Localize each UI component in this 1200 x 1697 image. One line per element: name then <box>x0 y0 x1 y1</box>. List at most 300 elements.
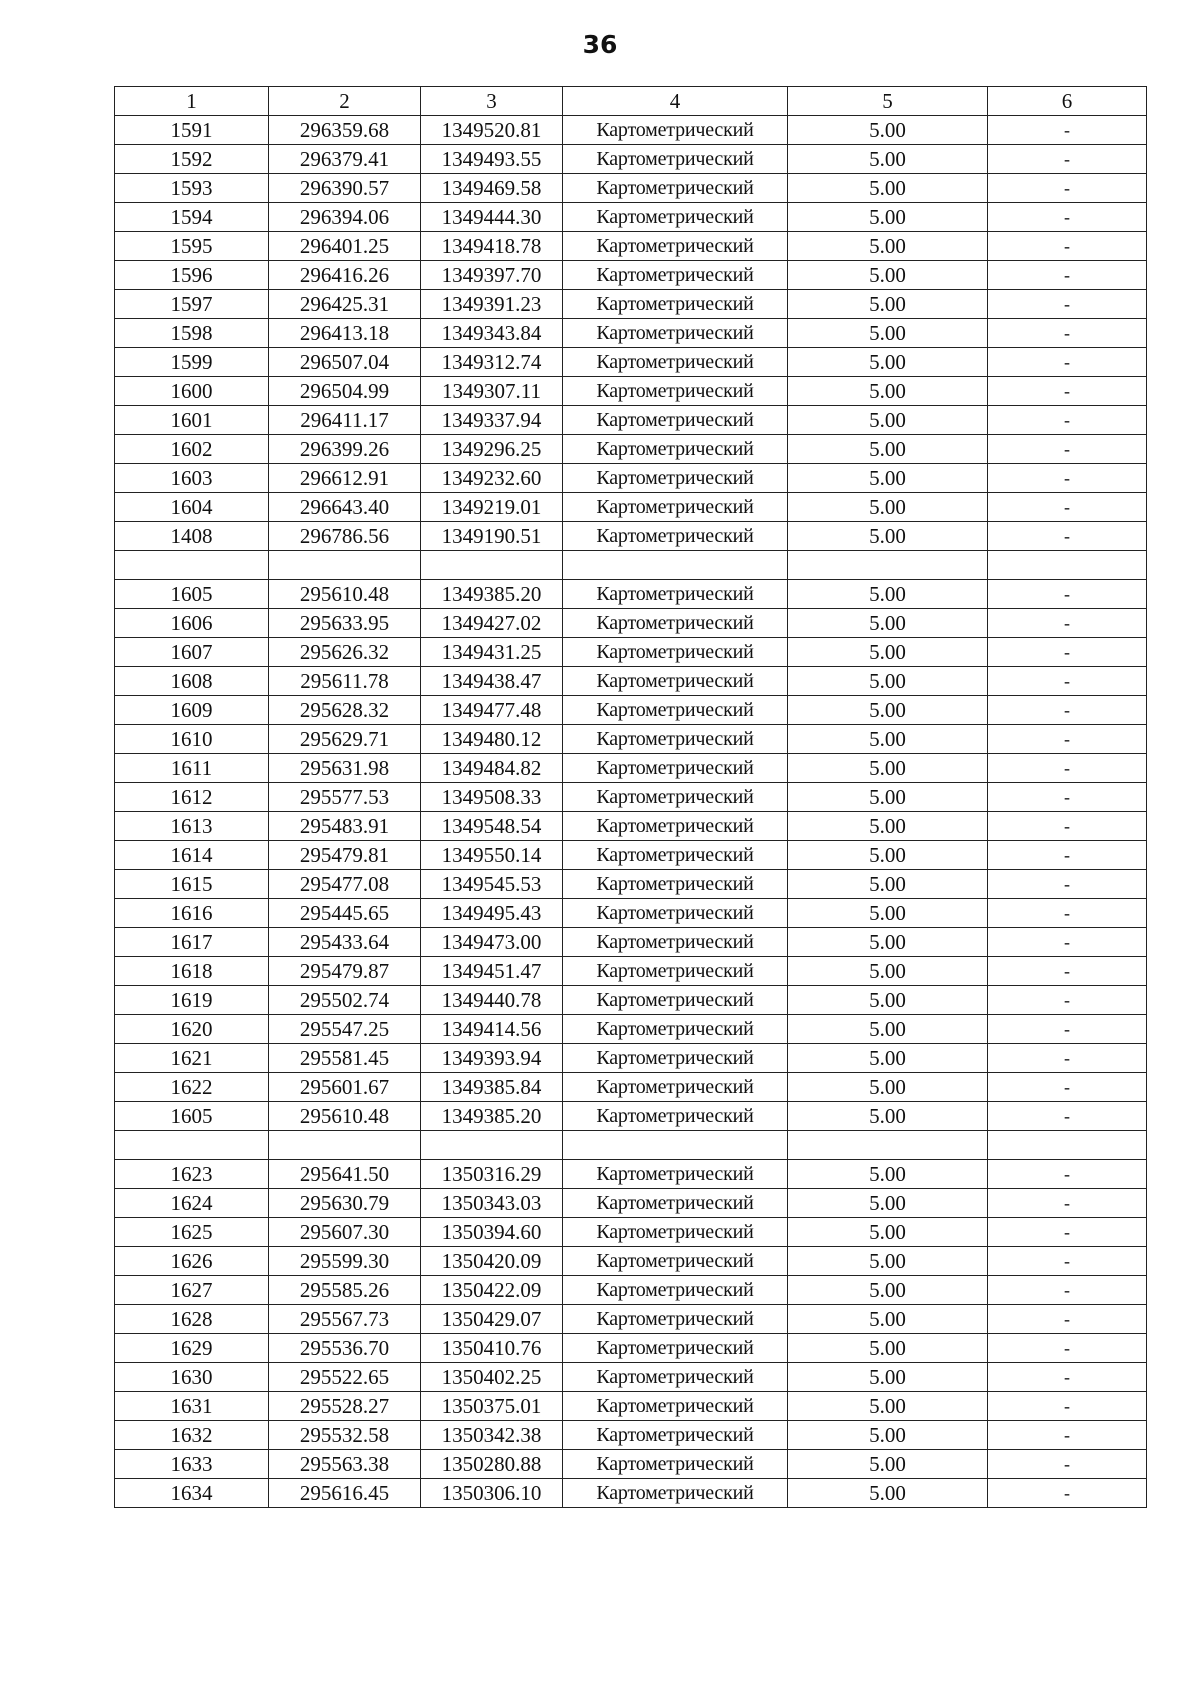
point-number-cell: 1591 <box>115 116 269 145</box>
note-cell: - <box>988 725 1147 754</box>
point-number-cell: 1408 <box>115 522 269 551</box>
accuracy-cell: 5.00 <box>788 1334 988 1363</box>
method-cell: Картометрический <box>563 1160 788 1189</box>
method-cell: Картометрический <box>563 725 788 754</box>
accuracy-cell: 5.00 <box>788 493 988 522</box>
table-row <box>115 1102 1147 1131</box>
method-cell: Картометрический <box>563 232 788 261</box>
accuracy-cell: 5.00 <box>788 783 988 812</box>
method-cell: Картометрический <box>563 348 788 377</box>
x-coordinate-cell: 295522.65 <box>269 1363 421 1392</box>
x-coordinate-cell: 296411.17 <box>269 406 421 435</box>
note-cell: - <box>988 522 1147 551</box>
table-row <box>115 493 1147 522</box>
y-coordinate-cell: 1349431.25 <box>421 638 563 667</box>
accuracy-cell: 5.00 <box>788 377 988 406</box>
table-row <box>115 1363 1147 1392</box>
x-coordinate-cell: 296379.41 <box>269 145 421 174</box>
table-row <box>115 667 1147 696</box>
point-number-cell: 1615 <box>115 870 269 899</box>
x-coordinate-cell: 295547.25 <box>269 1015 421 1044</box>
note-cell: - <box>988 1450 1147 1479</box>
note-cell: - <box>988 406 1147 435</box>
accuracy-cell: 5.00 <box>788 841 988 870</box>
y-coordinate-cell: 1349385.84 <box>421 1073 563 1102</box>
method-cell: Картометрический <box>563 870 788 899</box>
method-cell: Картометрический <box>563 1363 788 1392</box>
note-cell: - <box>988 1073 1147 1102</box>
note-cell: - <box>988 696 1147 725</box>
note-cell: - <box>988 1015 1147 1044</box>
accuracy-cell: 5.00 <box>788 348 988 377</box>
y-coordinate-cell: 1349438.47 <box>421 667 563 696</box>
table-row <box>115 1479 1147 1508</box>
method-cell: Картометрический <box>563 174 788 203</box>
method-cell: Картометрический <box>563 261 788 290</box>
table-row <box>115 928 1147 957</box>
table-row <box>115 551 1147 580</box>
point-number-cell: 1613 <box>115 812 269 841</box>
column-header-1: 1 <box>115 87 269 116</box>
method-cell: Картометрический <box>563 841 788 870</box>
y-coordinate-cell: 1349397.70 <box>421 261 563 290</box>
point-number-cell: 1621 <box>115 1044 269 1073</box>
note-cell: - <box>988 841 1147 870</box>
accuracy-cell: 5.00 <box>788 754 988 783</box>
note-cell: - <box>988 870 1147 899</box>
method-cell: Картометрический <box>563 957 788 986</box>
x-coordinate-cell: 295479.87 <box>269 957 421 986</box>
note-cell: - <box>988 464 1147 493</box>
point-number-cell: 1606 <box>115 609 269 638</box>
table-row <box>115 435 1147 464</box>
method-cell: Картометрический <box>563 1015 788 1044</box>
column-header-6: 6 <box>988 87 1147 116</box>
point-number-cell: 1593 <box>115 174 269 203</box>
table-row <box>115 1276 1147 1305</box>
accuracy-cell: 5.00 <box>788 1102 988 1131</box>
table-row <box>115 609 1147 638</box>
accuracy-cell: 5.00 <box>788 580 988 609</box>
table-row <box>115 1160 1147 1189</box>
method-cell: Картометрический <box>563 464 788 493</box>
page-number: 36 <box>582 30 618 59</box>
table-row <box>115 1131 1147 1160</box>
y-coordinate-cell: 1350306.10 <box>421 1479 563 1508</box>
method-cell: Картометрический <box>563 928 788 957</box>
accuracy-cell: 5.00 <box>788 145 988 174</box>
x-coordinate-cell: 295628.32 <box>269 696 421 725</box>
x-coordinate-cell: 295633.95 <box>269 609 421 638</box>
y-coordinate-cell: 1349307.11 <box>421 377 563 406</box>
y-coordinate-cell: 1349545.53 <box>421 870 563 899</box>
method-cell: Картометрический <box>563 203 788 232</box>
method-cell: Картометрический <box>563 522 788 551</box>
y-coordinate-cell: 1349508.33 <box>421 783 563 812</box>
method-cell: Картометрический <box>563 783 788 812</box>
y-coordinate-cell: 1349480.12 <box>421 725 563 754</box>
y-coordinate-cell: 1350375.01 <box>421 1392 563 1421</box>
method-cell: Картометрический <box>563 406 788 435</box>
point-number-cell: 1631 <box>115 1392 269 1421</box>
method-cell: Картометрический <box>563 1102 788 1131</box>
method-cell: Картометрический <box>563 1479 788 1508</box>
method-cell: Картометрический <box>563 667 788 696</box>
method-cell <box>563 1131 788 1160</box>
note-cell <box>988 1131 1147 1160</box>
accuracy-cell: 5.00 <box>788 696 988 725</box>
note-cell: - <box>988 145 1147 174</box>
y-coordinate-cell: 1349493.55 <box>421 145 563 174</box>
point-number-cell: 1607 <box>115 638 269 667</box>
point-number-cell: 1624 <box>115 1189 269 1218</box>
y-coordinate-cell: 1349477.48 <box>421 696 563 725</box>
accuracy-cell: 5.00 <box>788 290 988 319</box>
y-coordinate-cell: 1349548.54 <box>421 812 563 841</box>
accuracy-cell: 5.00 <box>788 116 988 145</box>
x-coordinate-cell: 295599.30 <box>269 1247 421 1276</box>
note-cell: - <box>988 174 1147 203</box>
note-cell: - <box>988 638 1147 667</box>
note-cell: - <box>988 928 1147 957</box>
table-row <box>115 145 1147 174</box>
note-cell: - <box>988 1363 1147 1392</box>
y-coordinate-cell: 1349219.01 <box>421 493 563 522</box>
table-row <box>115 957 1147 986</box>
note-cell: - <box>988 667 1147 696</box>
column-header-2: 2 <box>269 87 421 116</box>
accuracy-cell: 5.00 <box>788 1189 988 1218</box>
accuracy-cell: 5.00 <box>788 464 988 493</box>
x-coordinate-cell: 296401.25 <box>269 232 421 261</box>
point-number-cell: 1592 <box>115 145 269 174</box>
x-coordinate-cell: 296786.56 <box>269 522 421 551</box>
x-coordinate-cell: 296399.26 <box>269 435 421 464</box>
x-coordinate-cell: 295610.48 <box>269 580 421 609</box>
note-cell: - <box>988 203 1147 232</box>
accuracy-cell: 5.00 <box>788 609 988 638</box>
accuracy-cell: 5.00 <box>788 1450 988 1479</box>
point-number-cell: 1632 <box>115 1421 269 1450</box>
point-number-cell: 1605 <box>115 1102 269 1131</box>
x-coordinate-cell: 295607.30 <box>269 1218 421 1247</box>
table-row <box>115 1218 1147 1247</box>
y-coordinate-cell: 1349385.20 <box>421 580 563 609</box>
x-coordinate-cell: 295616.45 <box>269 1479 421 1508</box>
x-coordinate-cell: 296504.99 <box>269 377 421 406</box>
x-coordinate-cell: 295563.38 <box>269 1450 421 1479</box>
point-number-cell: 1610 <box>115 725 269 754</box>
x-coordinate-cell: 295631.98 <box>269 754 421 783</box>
point-number-cell: 1602 <box>115 435 269 464</box>
accuracy-cell: 5.00 <box>788 1305 988 1334</box>
point-number-cell: 1604 <box>115 493 269 522</box>
point-number-cell: 1627 <box>115 1276 269 1305</box>
point-number-cell: 1596 <box>115 261 269 290</box>
method-cell: Картометрический <box>563 899 788 928</box>
method-cell: Картометрический <box>563 290 788 319</box>
point-number-cell: 1595 <box>115 232 269 261</box>
note-cell: - <box>988 319 1147 348</box>
note-cell: - <box>988 609 1147 638</box>
x-coordinate-cell: 295477.08 <box>269 870 421 899</box>
table-row <box>115 986 1147 1015</box>
method-cell: Картометрический <box>563 638 788 667</box>
accuracy-cell: 5.00 <box>788 174 988 203</box>
method-cell <box>563 551 788 580</box>
method-cell: Картометрический <box>563 580 788 609</box>
note-cell: - <box>988 812 1147 841</box>
accuracy-cell: 5.00 <box>788 870 988 899</box>
x-coordinate-cell: 296612.91 <box>269 464 421 493</box>
note-cell: - <box>988 290 1147 319</box>
table-row <box>115 319 1147 348</box>
table-row <box>115 638 1147 667</box>
accuracy-cell: 5.00 <box>788 928 988 957</box>
y-coordinate-cell: 1349550.14 <box>421 841 563 870</box>
x-coordinate-cell: 295433.64 <box>269 928 421 957</box>
y-coordinate-cell: 1350402.25 <box>421 1363 563 1392</box>
y-coordinate-cell: 1349232.60 <box>421 464 563 493</box>
accuracy-cell <box>788 1131 988 1160</box>
point-number-cell: 1623 <box>115 1160 269 1189</box>
y-coordinate-cell: 1349427.02 <box>421 609 563 638</box>
x-coordinate-cell: 296390.57 <box>269 174 421 203</box>
note-cell: - <box>988 1189 1147 1218</box>
y-coordinate-cell: 1349296.25 <box>421 435 563 464</box>
note-cell: - <box>988 783 1147 812</box>
accuracy-cell: 5.00 <box>788 406 988 435</box>
point-number-cell: 1599 <box>115 348 269 377</box>
accuracy-cell: 5.00 <box>788 1073 988 1102</box>
x-coordinate-cell: 296507.04 <box>269 348 421 377</box>
accuracy-cell: 5.00 <box>788 1044 988 1073</box>
x-coordinate-cell: 296425.31 <box>269 290 421 319</box>
x-coordinate-cell: 296416.26 <box>269 261 421 290</box>
point-number-cell: 1617 <box>115 928 269 957</box>
table-row <box>115 1450 1147 1479</box>
method-cell: Картометрический <box>563 1305 788 1334</box>
table-row <box>115 899 1147 928</box>
point-number-cell: 1618 <box>115 957 269 986</box>
y-coordinate-cell: 1350422.09 <box>421 1276 563 1305</box>
x-coordinate-cell: 295532.58 <box>269 1421 421 1450</box>
method-cell: Картометрический <box>563 377 788 406</box>
point-number-cell: 1633 <box>115 1450 269 1479</box>
point-number-cell: 1614 <box>115 841 269 870</box>
x-coordinate-cell: 295610.48 <box>269 1102 421 1131</box>
note-cell: - <box>988 899 1147 928</box>
method-cell: Картометрический <box>563 1247 788 1276</box>
point-number-cell: 1597 <box>115 290 269 319</box>
accuracy-cell: 5.00 <box>788 986 988 1015</box>
accuracy-cell: 5.00 <box>788 899 988 928</box>
coordinates-table <box>114 86 1147 1508</box>
y-coordinate-cell: 1349469.58 <box>421 174 563 203</box>
table-row <box>115 1247 1147 1276</box>
y-coordinate-cell: 1349190.51 <box>421 522 563 551</box>
x-coordinate-cell: 295629.71 <box>269 725 421 754</box>
point-number-cell: 1603 <box>115 464 269 493</box>
table-row <box>115 232 1147 261</box>
method-cell: Картометрический <box>563 116 788 145</box>
table-row <box>115 841 1147 870</box>
method-cell: Картометрический <box>563 986 788 1015</box>
method-cell: Картометрический <box>563 1450 788 1479</box>
table-row <box>115 783 1147 812</box>
accuracy-cell: 5.00 <box>788 957 988 986</box>
column-header-3: 3 <box>421 87 563 116</box>
table-row <box>115 406 1147 435</box>
x-coordinate-cell: 295581.45 <box>269 1044 421 1073</box>
method-cell: Картометрический <box>563 696 788 725</box>
table-row <box>115 464 1147 493</box>
note-cell <box>988 551 1147 580</box>
y-coordinate-cell: 1350280.88 <box>421 1450 563 1479</box>
x-coordinate-cell: 295611.78 <box>269 667 421 696</box>
table-row <box>115 812 1147 841</box>
table-row <box>115 1189 1147 1218</box>
point-number-cell: 1594 <box>115 203 269 232</box>
point-number-cell: 1629 <box>115 1334 269 1363</box>
table-row <box>115 1015 1147 1044</box>
note-cell: - <box>988 1276 1147 1305</box>
x-coordinate-cell: 295567.73 <box>269 1305 421 1334</box>
accuracy-cell: 5.00 <box>788 1363 988 1392</box>
y-coordinate-cell: 1350429.07 <box>421 1305 563 1334</box>
note-cell: - <box>988 348 1147 377</box>
table-row <box>115 870 1147 899</box>
table-row <box>115 725 1147 754</box>
table-row <box>115 1392 1147 1421</box>
table-body <box>115 116 1147 1508</box>
method-cell: Картометрический <box>563 1421 788 1450</box>
y-coordinate-cell: 1349440.78 <box>421 986 563 1015</box>
method-cell: Картометрический <box>563 1334 788 1363</box>
method-cell: Картометрический <box>563 145 788 174</box>
note-cell: - <box>988 1102 1147 1131</box>
note-cell: - <box>988 377 1147 406</box>
note-cell: - <box>988 580 1147 609</box>
note-cell: - <box>988 435 1147 464</box>
table-row <box>115 580 1147 609</box>
point-number-cell: 1622 <box>115 1073 269 1102</box>
x-coordinate-cell: 296394.06 <box>269 203 421 232</box>
accuracy-cell: 5.00 <box>788 203 988 232</box>
note-cell: - <box>988 1247 1147 1276</box>
table-row <box>115 348 1147 377</box>
accuracy-cell: 5.00 <box>788 1421 988 1450</box>
table-row <box>115 1073 1147 1102</box>
x-coordinate-cell: 295483.91 <box>269 812 421 841</box>
method-cell: Картометрический <box>563 1189 788 1218</box>
note-cell: - <box>988 1218 1147 1247</box>
point-number-cell <box>115 1131 269 1160</box>
accuracy-cell: 5.00 <box>788 812 988 841</box>
x-coordinate-cell: 295601.67 <box>269 1073 421 1102</box>
y-coordinate-cell: 1350343.03 <box>421 1189 563 1218</box>
table-header <box>115 87 1147 116</box>
table-row <box>115 261 1147 290</box>
y-coordinate-cell: 1349343.84 <box>421 319 563 348</box>
point-number-cell: 1625 <box>115 1218 269 1247</box>
accuracy-cell: 5.00 <box>788 725 988 754</box>
x-coordinate-cell: 295528.27 <box>269 1392 421 1421</box>
note-cell: - <box>988 986 1147 1015</box>
method-cell: Картометрический <box>563 609 788 638</box>
accuracy-cell: 5.00 <box>788 1392 988 1421</box>
y-coordinate-cell: 1349391.23 <box>421 290 563 319</box>
y-coordinate-cell: 1349393.94 <box>421 1044 563 1073</box>
point-number-cell: 1619 <box>115 986 269 1015</box>
point-number-cell: 1598 <box>115 319 269 348</box>
table-row <box>115 1044 1147 1073</box>
note-cell: - <box>988 1392 1147 1421</box>
point-number-cell: 1616 <box>115 899 269 928</box>
x-coordinate-cell: 296359.68 <box>269 116 421 145</box>
y-coordinate-cell: 1349484.82 <box>421 754 563 783</box>
point-number-cell: 1628 <box>115 1305 269 1334</box>
point-number-cell: 1626 <box>115 1247 269 1276</box>
x-coordinate-cell: 296413.18 <box>269 319 421 348</box>
header-row <box>115 87 1147 116</box>
method-cell: Картометрический <box>563 812 788 841</box>
table-row <box>115 1421 1147 1450</box>
x-coordinate-cell: 295641.50 <box>269 1160 421 1189</box>
table-row <box>115 1305 1147 1334</box>
accuracy-cell: 5.00 <box>788 638 988 667</box>
point-number-cell: 1612 <box>115 783 269 812</box>
y-coordinate-cell: 1350316.29 <box>421 1160 563 1189</box>
note-cell: - <box>988 232 1147 261</box>
column-header-4: 4 <box>563 87 788 116</box>
note-cell: - <box>988 116 1147 145</box>
accuracy-cell: 5.00 <box>788 1247 988 1276</box>
y-coordinate-cell: 1349385.20 <box>421 1102 563 1131</box>
y-coordinate-cell <box>421 551 563 580</box>
table-row <box>115 290 1147 319</box>
point-number-cell <box>115 551 269 580</box>
x-coordinate-cell: 295479.81 <box>269 841 421 870</box>
point-number-cell: 1600 <box>115 377 269 406</box>
accuracy-cell: 5.00 <box>788 1479 988 1508</box>
y-coordinate-cell: 1349414.56 <box>421 1015 563 1044</box>
accuracy-cell: 5.00 <box>788 232 988 261</box>
accuracy-cell: 5.00 <box>788 1015 988 1044</box>
y-coordinate-cell: 1349520.81 <box>421 116 563 145</box>
column-header-5: 5 <box>788 87 988 116</box>
point-number-cell: 1611 <box>115 754 269 783</box>
x-coordinate-cell: 295502.74 <box>269 986 421 1015</box>
note-cell: - <box>988 1044 1147 1073</box>
accuracy-cell: 5.00 <box>788 522 988 551</box>
point-number-cell: 1605 <box>115 580 269 609</box>
x-coordinate-cell <box>269 1131 421 1160</box>
y-coordinate-cell: 1349444.30 <box>421 203 563 232</box>
note-cell: - <box>988 261 1147 290</box>
x-coordinate-cell: 295445.65 <box>269 899 421 928</box>
accuracy-cell: 5.00 <box>788 667 988 696</box>
x-coordinate-cell: 296643.40 <box>269 493 421 522</box>
y-coordinate-cell: 1349337.94 <box>421 406 563 435</box>
y-coordinate-cell: 1349495.43 <box>421 899 563 928</box>
table-row <box>115 696 1147 725</box>
accuracy-cell: 5.00 <box>788 1218 988 1247</box>
point-number-cell: 1609 <box>115 696 269 725</box>
y-coordinate-cell: 1349473.00 <box>421 928 563 957</box>
x-coordinate-cell: 295577.53 <box>269 783 421 812</box>
method-cell: Картометрический <box>563 1392 788 1421</box>
